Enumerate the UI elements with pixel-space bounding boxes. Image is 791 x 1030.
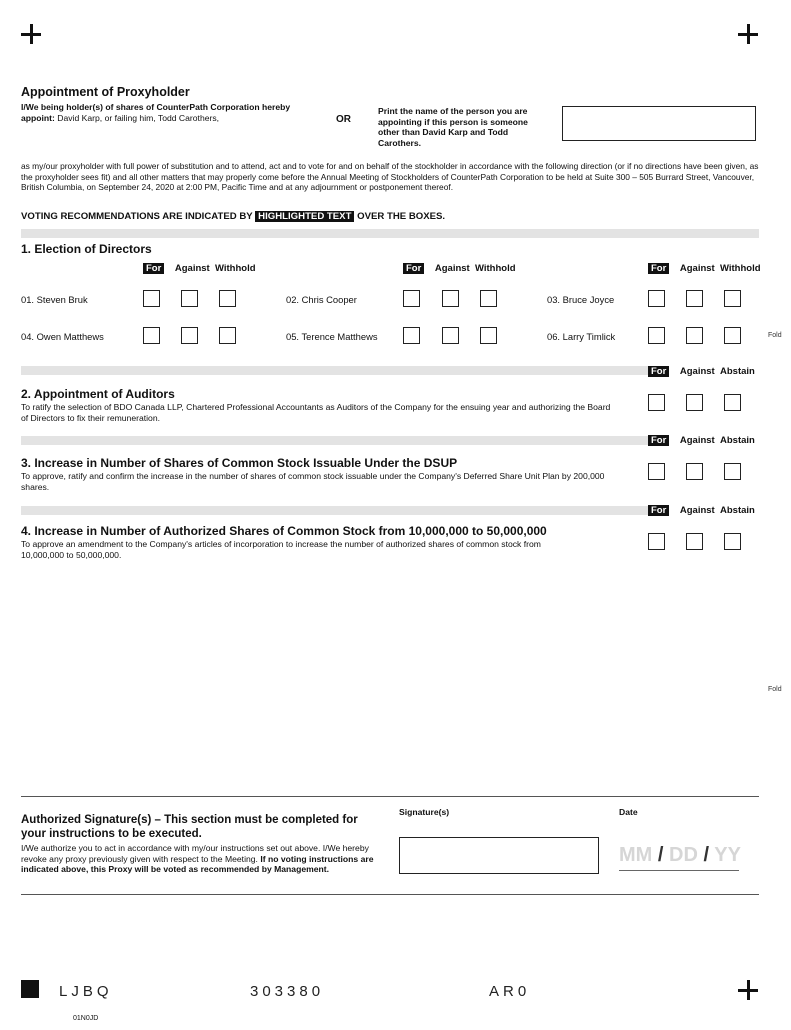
signature-desc [21, 843, 381, 875]
authorized-desc: To approve an amendment to the Company's articles of incorporation to increase the number of authorized shares of common stock from 10,000,000 to 50,000,000. [21, 539, 541, 560]
col-for: For [403, 263, 424, 274]
signature-label: Signature(s) [399, 807, 450, 817]
date-separator: / [657, 844, 664, 866]
date-year: YY [714, 844, 741, 866]
vote-for-checkbox[interactable] [648, 394, 665, 411]
resolution-header [648, 366, 755, 377]
director-name: 05. Terence Matthews [286, 331, 378, 342]
directors-header-group-3 [648, 263, 761, 274]
section-divider [21, 506, 648, 515]
proxy-title: Appointment of Proxyholder [21, 85, 190, 99]
vote-withhold-checkbox[interactable] [724, 327, 741, 344]
vote-against-checkbox[interactable] [686, 463, 703, 480]
voting-rec-before: VOTING RECOMMENDATIONS ARE INDICATED BY [21, 211, 256, 222]
vote-withhold-checkbox[interactable] [480, 290, 497, 307]
signature-title: Authorized Signature(s) – This section must be completed for your instructions to be executed. [21, 814, 358, 840]
col-against: Against [679, 505, 715, 516]
vote-for-checkbox[interactable] [648, 533, 665, 550]
vote-against-checkbox[interactable] [181, 290, 198, 307]
proxy-body-text: as my/our proxyholder with full power of substitution and to attend, act and to vote for and on behalf of the stockholder in accordance with the following direction (or if no directions have been given, as the proxyholder sees fit) and all other matters that may properly come before the Annual Meeting of Stockholders of CounterPath Corporation to be held at Suite 300 – 505 Burrard Street, Vancouver, British Columbia, on September 24, 2020 at 2:00 PM, Pacific Time and at any adjournment or postponement thereof. [21, 161, 759, 192]
vote-for-checkbox[interactable] [648, 463, 665, 480]
date-day: DD [669, 844, 698, 866]
col-withhold: Withhold [215, 263, 256, 274]
vote-for-checkbox[interactable] [143, 290, 160, 307]
col-against: Against [679, 263, 715, 274]
date-label: Date [619, 807, 638, 817]
voting-recommendations [21, 211, 445, 222]
date-separator: / [703, 844, 710, 866]
resolution-header [648, 505, 755, 516]
vote-for-checkbox[interactable] [648, 290, 665, 307]
signature-field[interactable] [399, 837, 599, 874]
col-withhold: Withhold [720, 263, 761, 274]
vote-for-checkbox[interactable] [648, 327, 665, 344]
proxy-name-field[interactable] [562, 106, 756, 141]
vote-withhold-checkbox[interactable] [219, 290, 236, 307]
col-abstain: Abstain [720, 366, 755, 377]
section-divider [21, 366, 648, 375]
vote-for-checkbox[interactable] [403, 327, 420, 344]
dsup-desc: To approve, ratify and confirm the increase in the number of shares of common stock issuable under the Company's Deferred Share Unit Plan by 200,000 shares. [21, 471, 605, 492]
section-divider [21, 436, 648, 445]
voting-rec-after: OVER THE BOXES. [354, 211, 446, 222]
voting-rec-highlight: HIGHLIGHTED TEXT [255, 211, 354, 222]
auditors-desc: To ratify the selection of BDO Canada LLP, Chartered Professional Accountants as Auditors of the Company for the ensuing year and authorizing the Board of Directors to fix their remuneration. [21, 402, 611, 423]
vote-against-checkbox[interactable] [442, 327, 459, 344]
footer-code-2: 303380 [250, 983, 325, 1000]
director-name: 03. Bruce Joyce [547, 294, 615, 305]
vote-abstain-checkbox[interactable] [724, 533, 741, 550]
director-name: 06. Larry Timlick [547, 331, 616, 342]
vote-withhold-checkbox[interactable] [480, 327, 497, 344]
col-for: For [648, 263, 669, 274]
signature-desc-bold: If no voting instructions are indicated above, this Proxy will be voted as recommended by Management. [21, 853, 374, 875]
col-for: For [143, 263, 164, 274]
print-instruction: Print the name of the person you are appointing if this person is someone other than David Karp and Todd Carothers. [378, 106, 528, 148]
director-name: 02. Chris Cooper [286, 294, 357, 305]
dsup-title: 3. Increase in Number of Shares of Common Stock Issuable Under the DSUP [21, 456, 458, 470]
date-field[interactable] [619, 844, 739, 871]
vote-withhold-checkbox[interactable] [219, 327, 236, 344]
col-against: Against [174, 263, 210, 274]
vote-against-checkbox[interactable] [181, 327, 198, 344]
director-name: 04. Owen Matthews [21, 331, 104, 342]
date-month: MM [619, 844, 653, 866]
footer-code-3: AR0 [489, 983, 531, 1000]
signature-desc-plain: I/We authorize you to act in accordance with my/our instructions set out above. I/We hereby revoke any proxy previously given with respect to the Meeting. [21, 843, 369, 864]
auditors-title: 2. Appointment of Auditors [21, 387, 175, 401]
appoint-bold: I/We being holder(s) of shares of CounterPath Corporation hereby appoint: [21, 102, 291, 123]
registration-mark-top-right [738, 24, 758, 44]
appoint-text [21, 102, 311, 123]
footer-small-code: 01N0JD [73, 1015, 99, 1022]
appoint-names: David Karp, or failing him, Todd Carothers, [54, 112, 220, 123]
directors-header-group-1 [143, 263, 256, 274]
vote-withhold-checkbox[interactable] [724, 290, 741, 307]
vote-against-checkbox[interactable] [686, 327, 703, 344]
corner-square-mark [21, 980, 39, 998]
signature-bottom-rule [21, 894, 759, 895]
registration-mark-top-left [21, 24, 41, 44]
fold-mark: Fold [768, 332, 782, 339]
vote-for-checkbox[interactable] [403, 290, 420, 307]
vote-against-checkbox[interactable] [442, 290, 459, 307]
vote-abstain-checkbox[interactable] [724, 394, 741, 411]
col-against: Against [679, 366, 715, 377]
or-label: OR [336, 114, 351, 125]
col-abstain: Abstain [720, 435, 755, 446]
col-for: For [648, 505, 669, 516]
directors-title: 1. Election of Directors [21, 242, 152, 256]
col-against: Against [434, 263, 470, 274]
registration-mark-bottom-right [738, 980, 758, 1000]
vote-against-checkbox[interactable] [686, 533, 703, 550]
resolution-header [648, 435, 755, 446]
fold-mark: Fold [768, 686, 782, 693]
directors-header-group-2 [403, 263, 516, 274]
col-abstain: Abstain [720, 505, 755, 516]
col-withhold: Withhold [475, 263, 516, 274]
footer-code-1: LJBQ [59, 983, 113, 1000]
vote-abstain-checkbox[interactable] [724, 463, 741, 480]
vote-against-checkbox[interactable] [686, 290, 703, 307]
vote-against-checkbox[interactable] [686, 394, 703, 411]
vote-for-checkbox[interactable] [143, 327, 160, 344]
signature-top-rule [21, 796, 759, 797]
col-against: Against [679, 435, 715, 446]
section-divider [21, 229, 759, 238]
authorized-title: 4. Increase in Number of Authorized Shares of Common Stock from 10,000,000 to 50,000,000 [21, 524, 547, 538]
col-for: For [648, 366, 669, 377]
director-name: 01. Steven Bruk [21, 294, 88, 305]
col-for: For [648, 435, 669, 446]
